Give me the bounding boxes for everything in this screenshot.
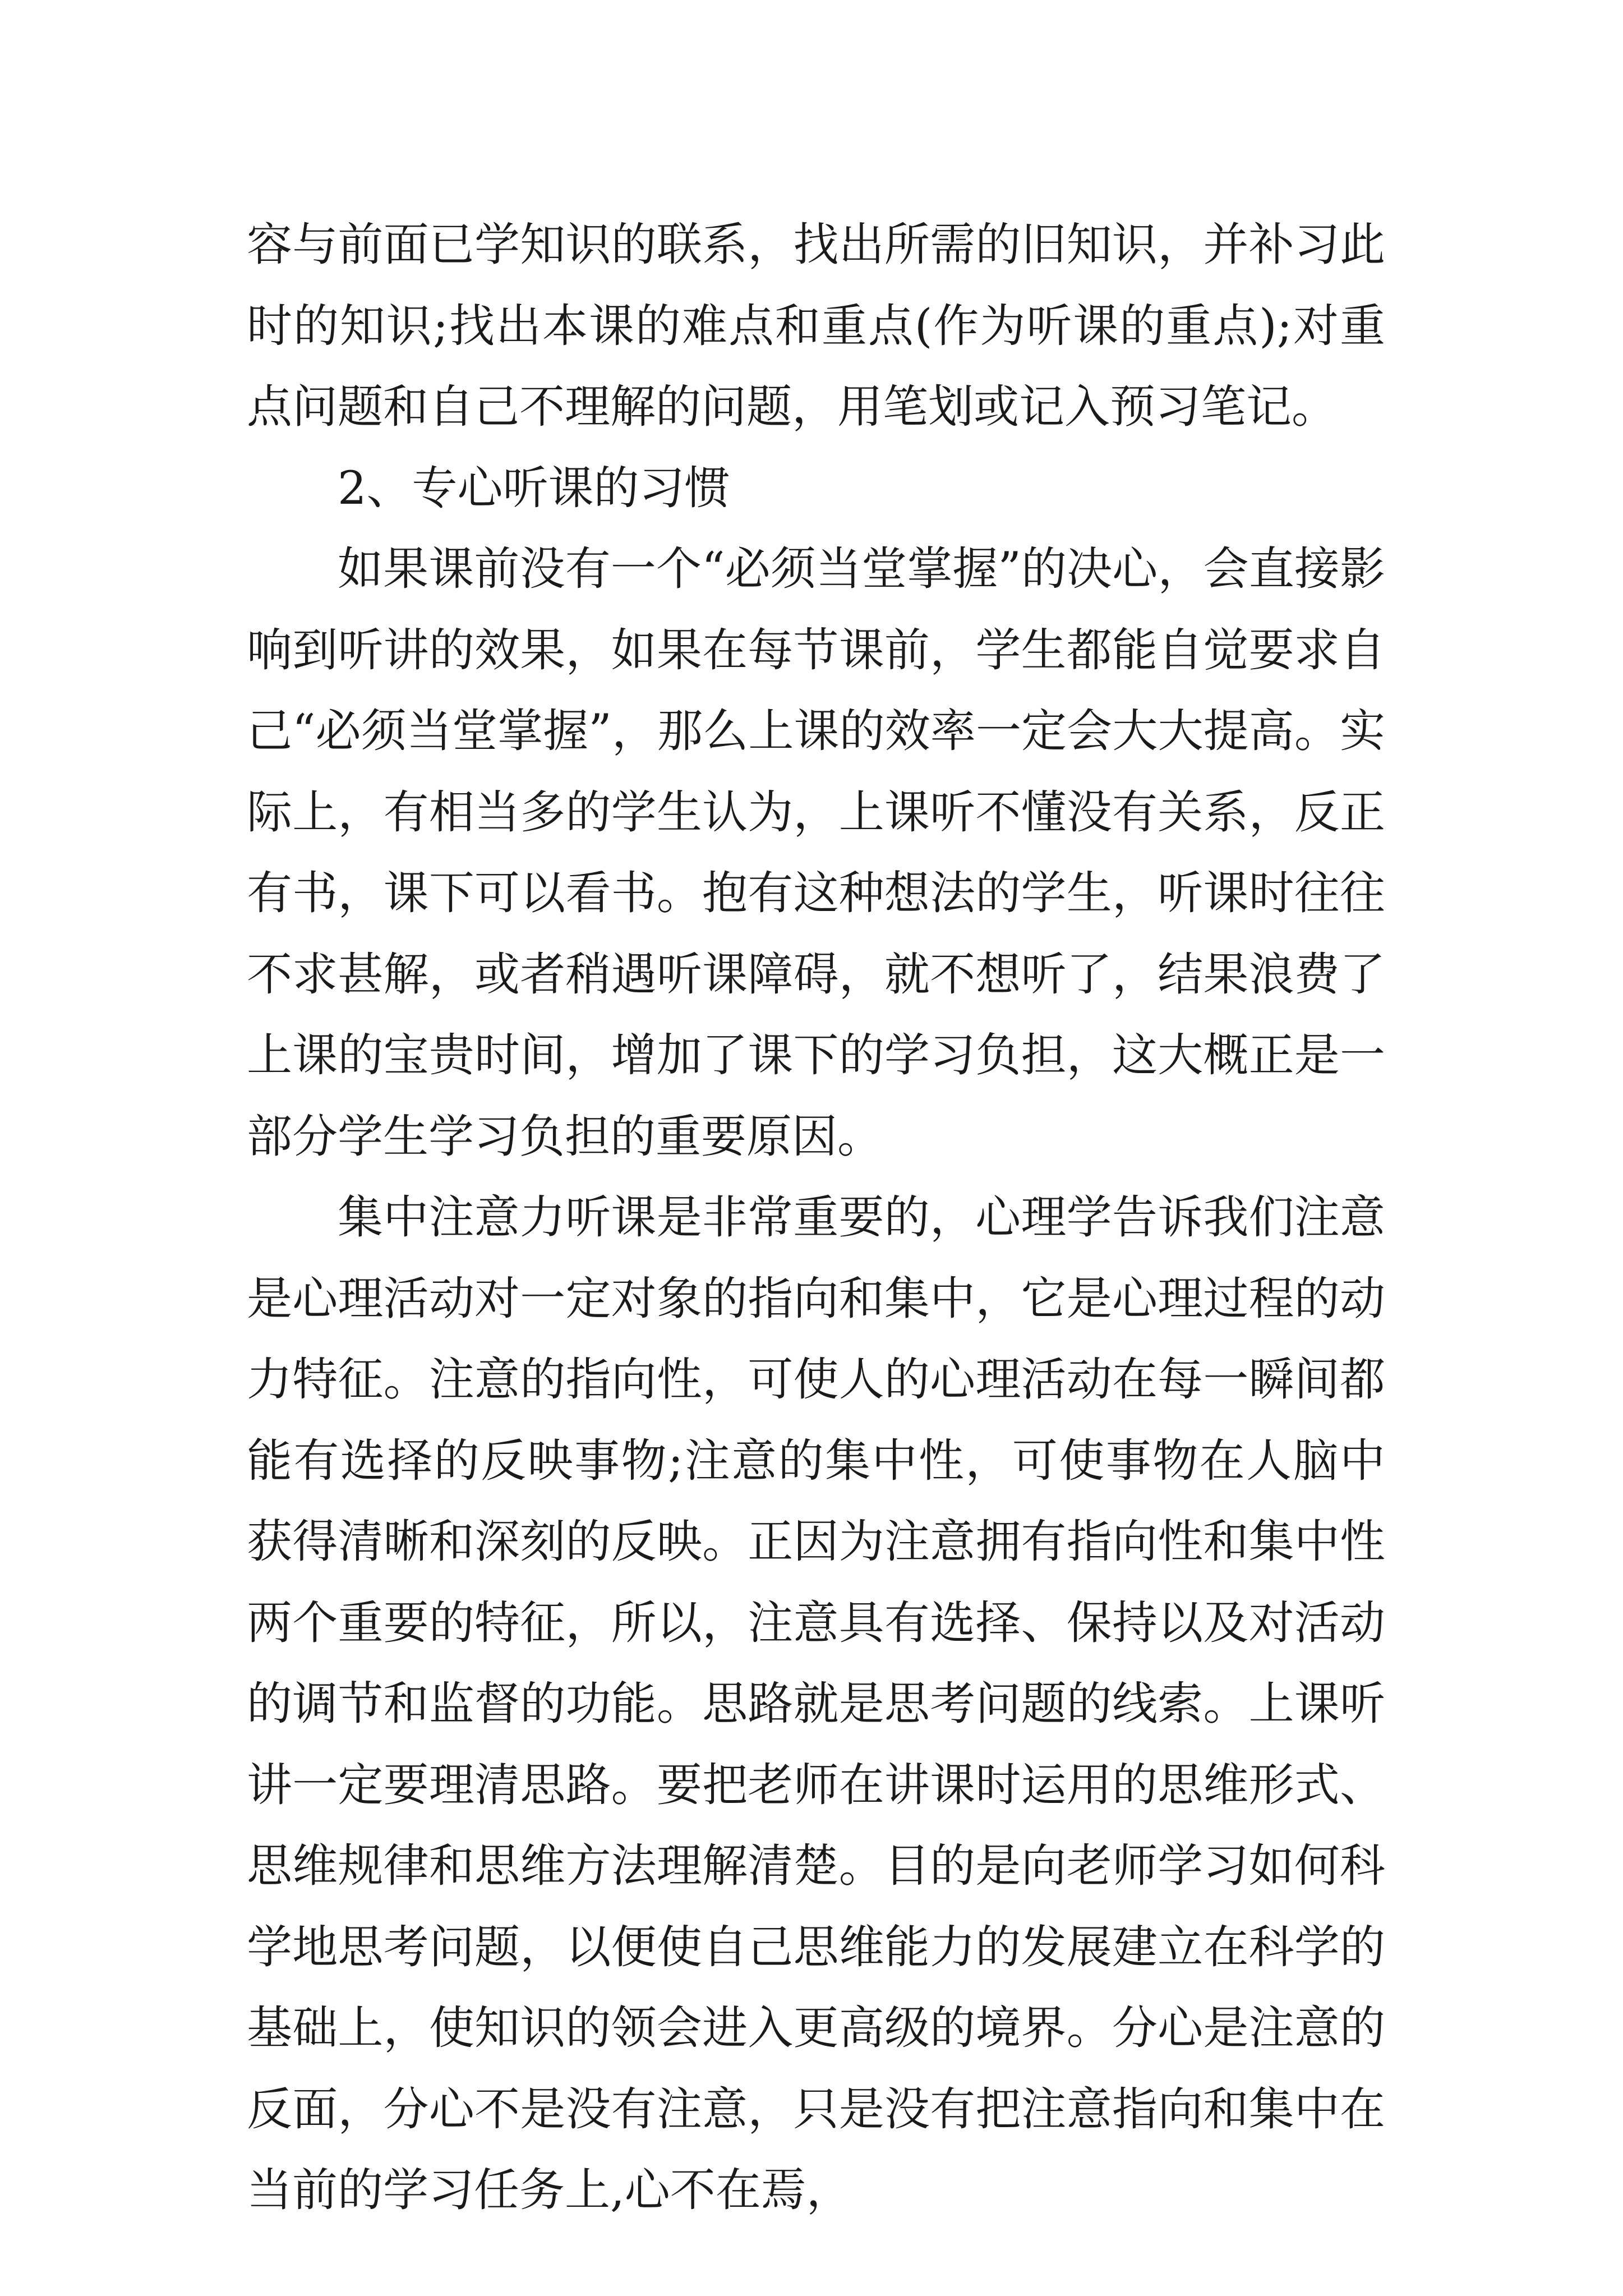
paragraph-listening-resolve: 如果课前没有一个“必须当堂掌握”的决心，会直接影响到听讲的效果，如果在每节课前，学生都能自觉要求自己“必须当堂掌握”，那么上课的效率一定会大大提高。实际上，有相当多的学生认为，上课听不懂没有关系，反正有书，课下可以看书。抱有这种想法的学生，听课时往往不求甚解，或者稍遇听课障碍，就不想听了，结果浪费了上课的宝贵时间，增加了课下的学习负担，这大概正是一部分学生学习负担的重要原因。 — [247, 543, 1385, 1163]
section-heading: 2、专心听课的习惯 — [338, 462, 730, 515]
paragraph-continuation: 容与前面已学知识的联系，找出所需的旧知识，并补习此时的知识;找出本课的难点和重点(作为听课的重点);对重点问题和自己不理解的问题，用笔划或记入预习笔记。 — [247, 219, 1385, 434]
paragraph-attention: 集中注意力听课是非常重要的，心理学告诉我们注意是心理活动对一定对象的指向和集中，它是心理过程的动力特征。注意的指向性，可使人的心理活动在每一瞬间都能有选择的反映事物;注意的集中性，可使事物在人脑中获得清晰和深刻的反映。正因为注意拥有指向性和集中性两个重要的特征，所以，注意具有选择、保持以及对活动的调节和监督的功能。思路就是思考问题的线索。上课听讲一定要理清思路。要把老师在讲课时运用的思维形式、思维规律和思维方法理解清楚。目的是向老师学习如何科学地思考问题，以便使自己思维能力的发展建立在科学的基础上，使知识的领会进入更高级的境界。分心是注意的反面，分心不是没有注意，只是没有把注意指向和集中在当前的学习任务上,心不在焉， — [247, 1191, 1385, 2217]
document-page — [247, 205, 1385, 2231]
